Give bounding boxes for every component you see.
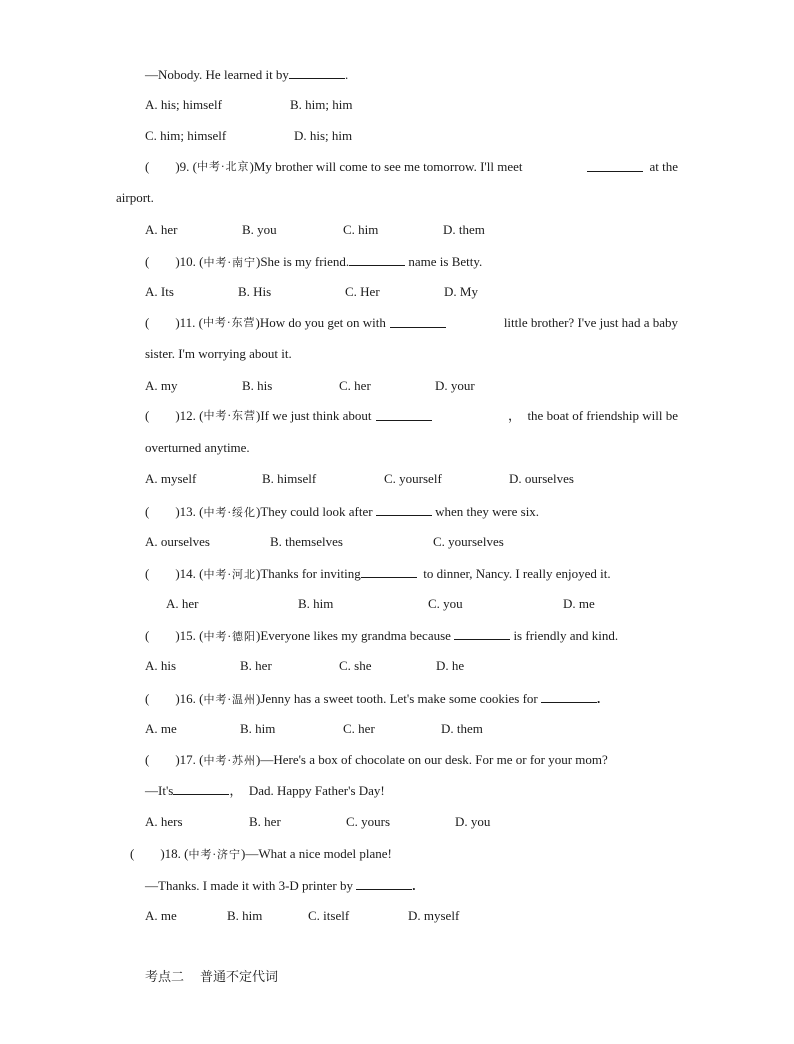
q11-option-d[interactable]: D. your (435, 378, 475, 393)
q18-option-b[interactable]: B. him (227, 908, 263, 923)
q17-answer-line: —It's ， Dad. Happy Father's Day! (145, 783, 385, 798)
q9-option-c[interactable]: C. him (343, 222, 379, 237)
q14-option-c[interactable]: C. you (428, 596, 463, 611)
q13-option-c[interactable]: C. yourselves (433, 534, 504, 549)
q8-option-b[interactable]: B. him; him (290, 97, 353, 112)
q12-option-d[interactable]: D. ourselves (509, 471, 574, 486)
q16-option-b[interactable]: B. him (240, 721, 276, 736)
answer-blank[interactable] (173, 782, 229, 795)
answer-blank[interactable] (376, 408, 432, 421)
q17-option-d[interactable]: D. you (455, 814, 491, 829)
q15-option-b[interactable]: B. her (240, 658, 272, 673)
q14-option-b[interactable]: B. him (298, 596, 334, 611)
q12-option-b[interactable]: B. himself (262, 471, 317, 486)
q18-option-a[interactable]: A. me (145, 908, 177, 923)
q15-option-d[interactable]: D. he (436, 658, 465, 673)
q10-option-c[interactable]: C. Her (345, 284, 380, 299)
q13-stem: ( )13. (中考·绥化)They could look after when they were six. (145, 504, 540, 519)
q16-option-c[interactable]: C. her (343, 721, 375, 736)
q11-option-c[interactable]: C. her (339, 378, 371, 393)
q17-option-c[interactable]: C. yours (346, 814, 391, 829)
q9-option-d[interactable]: D. them (443, 222, 485, 237)
q8-option-c[interactable]: C. him; himself (145, 128, 227, 143)
q12-stem: ( )12. ( 中考·东营 )If we just think about ， the boat of friendship will be (145, 408, 678, 423)
q13-option-b[interactable]: B. themselves (270, 534, 343, 549)
q12-option-c[interactable]: C. yourself (384, 471, 442, 486)
section-heading (145, 970, 278, 986)
q16-option-d[interactable]: D. them (441, 721, 483, 736)
q8-option-d[interactable]: D. his; him (294, 128, 353, 143)
q18-option-d[interactable]: D. myself (408, 908, 460, 923)
q8-answer-line: —Nobody. He learned it by . (145, 67, 349, 82)
q16-option-a[interactable]: A. me (145, 721, 177, 736)
q14-option-d[interactable]: D. me (563, 596, 595, 611)
answer-blank[interactable] (376, 503, 432, 516)
section-label: 考点二 (145, 970, 185, 985)
q15-stem: ( )15. (中考·德阳)Everyone likes my grandma because is friendly and kind. (145, 628, 619, 643)
q10-stem: ( )10. (中考·南宁)She is my friend. name is Betty. (145, 254, 483, 269)
q10-option-d[interactable]: D. My (444, 284, 478, 299)
q9-option-a[interactable]: A. her (145, 222, 178, 237)
q11-option-b[interactable]: B. his (242, 378, 273, 393)
q15-option-a[interactable]: A. his (145, 658, 177, 673)
answer-blank[interactable] (541, 690, 597, 703)
q13-option-a[interactable]: A. ourselves (145, 534, 210, 549)
q16-stem: ( )16. (中考·温州)Jenny has a sweet tooth. Let's make some cookies for . (145, 691, 601, 706)
q18-option-c[interactable]: C. itself (308, 908, 350, 923)
q9-option-b[interactable]: B. you (242, 222, 277, 237)
q14-option-a[interactable]: A. her (166, 596, 199, 611)
answer-blank[interactable] (356, 877, 412, 890)
answer-blank[interactable] (390, 315, 446, 328)
q18-answer-line: —Thanks. I made it with 3-D printer by . (145, 878, 416, 893)
q12-option-a[interactable]: A. myself (145, 471, 197, 486)
q15-option-c[interactable]: C. she (339, 658, 372, 673)
answer-blank[interactable] (289, 66, 345, 79)
q17-option-a[interactable]: A. hers (145, 814, 183, 829)
q9-stem-cont: airport. (116, 190, 154, 205)
q11-stem: ( )11. ( 中考·东营 )How do you get on with little brother? I've just had a baby (145, 315, 678, 330)
q14-stem: ( )14. (中考·河北)Thanks for inviting to dinner, Nancy. I really enjoyed it. (145, 566, 611, 581)
q10-option-b[interactable]: B. His (238, 284, 272, 299)
q17-option-b[interactable]: B. her (249, 814, 281, 829)
q11-option-a[interactable]: A. my (145, 378, 178, 393)
answer-blank[interactable] (587, 159, 643, 172)
q17-stem: ( )17. (中考·苏州)—Here's a box of chocolate on our desk. For me or for your mom? (145, 752, 608, 767)
q11-stem-cont: sister. I'm worrying about it. (145, 346, 292, 361)
q9-stem: ( )9. ( 中考·北京 )My brother will come to see me tomorrow. I'll meet at the (145, 159, 678, 174)
answer-blank[interactable] (454, 627, 510, 640)
q8-option-a[interactable]: A. his; himself (145, 97, 222, 112)
q10-option-a[interactable]: A. Its (145, 284, 174, 299)
section-title: 普通不定代词 (200, 970, 279, 985)
q18-stem: ( )18. (中考·济宁)—What a nice model plane! (130, 846, 392, 861)
answer-blank[interactable] (349, 253, 405, 266)
answer-blank[interactable] (361, 565, 417, 578)
q12-stem-cont: overturned anytime. (145, 440, 250, 455)
